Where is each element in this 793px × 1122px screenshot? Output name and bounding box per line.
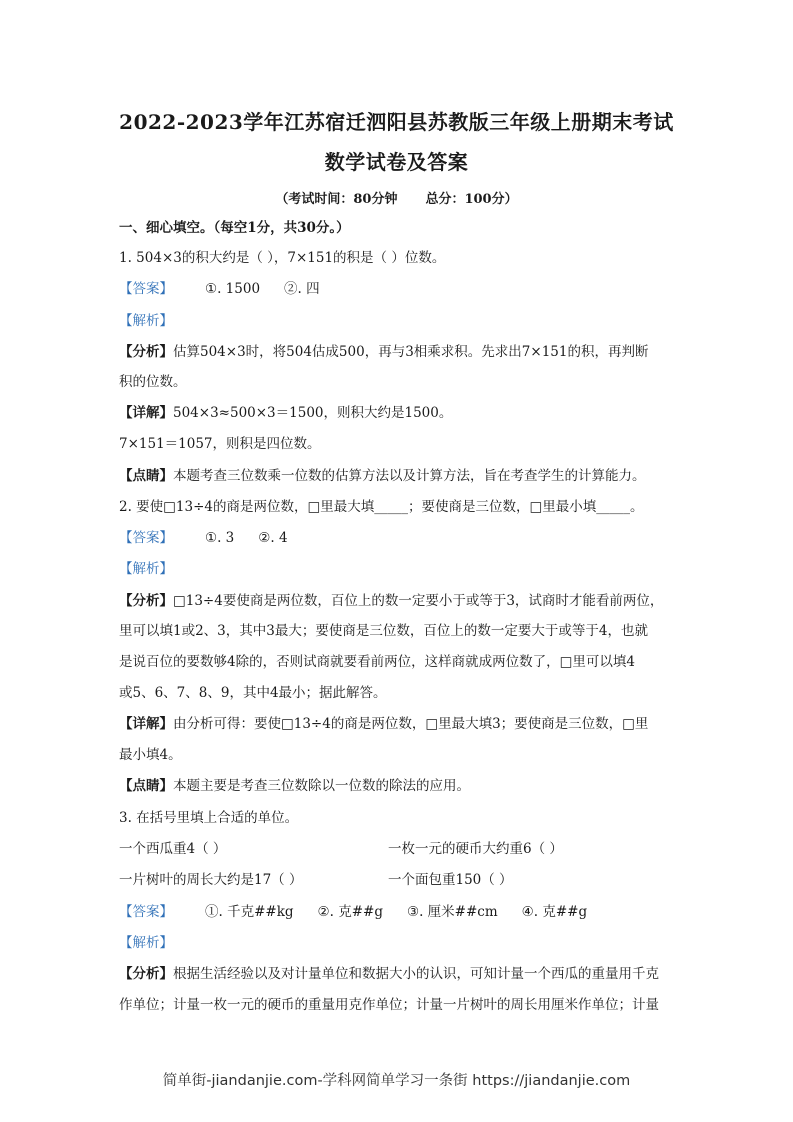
analysis-tag: 【解析】 [119, 313, 173, 329]
fill-item: 一枚一元的硬币大约重6（ ） [388, 841, 563, 857]
answer: ①. 1500 [205, 281, 261, 297]
fill-item: 一个西瓜重4（ ） [119, 841, 227, 857]
fill-item: 一个面包重150（ ） [388, 872, 513, 888]
page-title-line2: 数学试卷及答案 [324, 150, 469, 174]
analysis-line: 积的位数。 [119, 374, 187, 390]
question-2: 2. 要使□13÷4的商是两位数，□里最大填_____；要使商是三位数，□里最小填_____。 [119, 499, 644, 515]
answer-tag: 【答案】 [119, 281, 173, 297]
exam-time: （考试时间：80分钟 [275, 192, 398, 207]
exam-info [0, 188, 793, 207]
question-1: 1. 504×3的积大约是（ ），7×151的积是（ ）位数。 [119, 250, 446, 266]
label-fenxi: 【分析】 [119, 344, 173, 360]
label-xiangjie: 【详解】 [119, 716, 173, 732]
answer-row-1 [119, 279, 679, 299]
detail-line: 由分析可得：要使□13÷4的商是两位数，□里最大填3；要使商是三位数，□里 [173, 716, 649, 732]
answer: ①. 3 [205, 530, 235, 546]
detail-text [119, 403, 679, 423]
answer: ④. 克##g [521, 904, 588, 920]
label-fenxi: 【分析】 [119, 966, 173, 982]
answer-tag: 【答案】 [119, 530, 173, 546]
question-3: 3. 在括号里填上合适的单位。 [119, 810, 299, 826]
comment-line: 本题主要是考查三位数除以一位数的除法的应用。 [173, 778, 470, 794]
answer: ②. 4 [258, 530, 288, 546]
page-footer: 简单街-jiandanjie.com-学科网简单学习一条街 https://jiandanjie.com [162, 1073, 631, 1089]
analysis-text [119, 964, 679, 984]
analysis-line: 是说百位的要数够4除的，否则试商就要看前两位，这样商就成两位数了，□里可以填4 [119, 654, 635, 670]
analysis-line: 根据生活经验以及对计量单位和数据大小的认识，可知计量一个西瓜的重量用千克 [173, 966, 659, 982]
answer: ①. 千克##kg [205, 904, 294, 920]
fill-item: 一片树叶的周长大约是17（ ） [119, 872, 303, 888]
comment-line: 本题考查三位数乘一位数的估算方法以及计算方法，旨在考查学生的计算能力。 [173, 468, 646, 484]
analysis-line: □13÷4要使商是两位数，百位上的数一定要小于或等于3，试商时才能看前两位， [173, 593, 664, 609]
total-score: 总分：100分） [425, 192, 518, 207]
comment-text [119, 776, 679, 796]
analysis-text [119, 591, 679, 611]
analysis-text [119, 342, 679, 362]
analysis-line: 里可以填1或2、3，其中3最大；要使商是三位数，百位上的数一定要大于或等于4，也就 [119, 623, 648, 639]
comment-text [119, 466, 679, 486]
analysis-line: 或5、6、7、8、9，其中4最小；据此解答。 [119, 685, 387, 701]
analysis-tag: 【解析】 [119, 935, 173, 951]
page-title: 2022-2023学年江苏宿迁泗阳县苏教版三年级上册期末考试 [119, 110, 674, 134]
answer-row-2 [119, 528, 679, 548]
detail-text [119, 714, 679, 734]
label-dianjing: 【点睛】 [119, 468, 173, 484]
label-fenxi: 【分析】 [119, 593, 173, 609]
section-heading: 一、细心填空。（每空1分，共30分。） [119, 220, 350, 236]
analysis-tag: 【解析】 [119, 561, 173, 577]
analysis-line: 估算504×3时，将504估成500，再与3相乘求积。先求出7×151的积，再判断 [173, 344, 649, 360]
detail-line: 504×3≈500×3＝1500，则积大约是1500。 [173, 405, 453, 421]
answer: ③. 厘米##cm [406, 904, 498, 920]
detail-line: 7×151＝1057，则积是四位数。 [119, 436, 321, 452]
answer-tag: 【答案】 [119, 904, 173, 920]
label-xiangjie: 【详解】 [119, 405, 173, 421]
analysis-line: 作单位；计量一枚一元的硬币的重量用克作单位；计量一片树叶的周长用厘米作单位；计量 [119, 997, 659, 1013]
label-dianjing: 【点睛】 [119, 778, 173, 794]
answer-row-3 [119, 902, 679, 922]
answer: ②. 四 [284, 281, 320, 297]
detail-line: 最小填4。 [119, 747, 182, 763]
answer: ②. 克##g [317, 904, 383, 920]
